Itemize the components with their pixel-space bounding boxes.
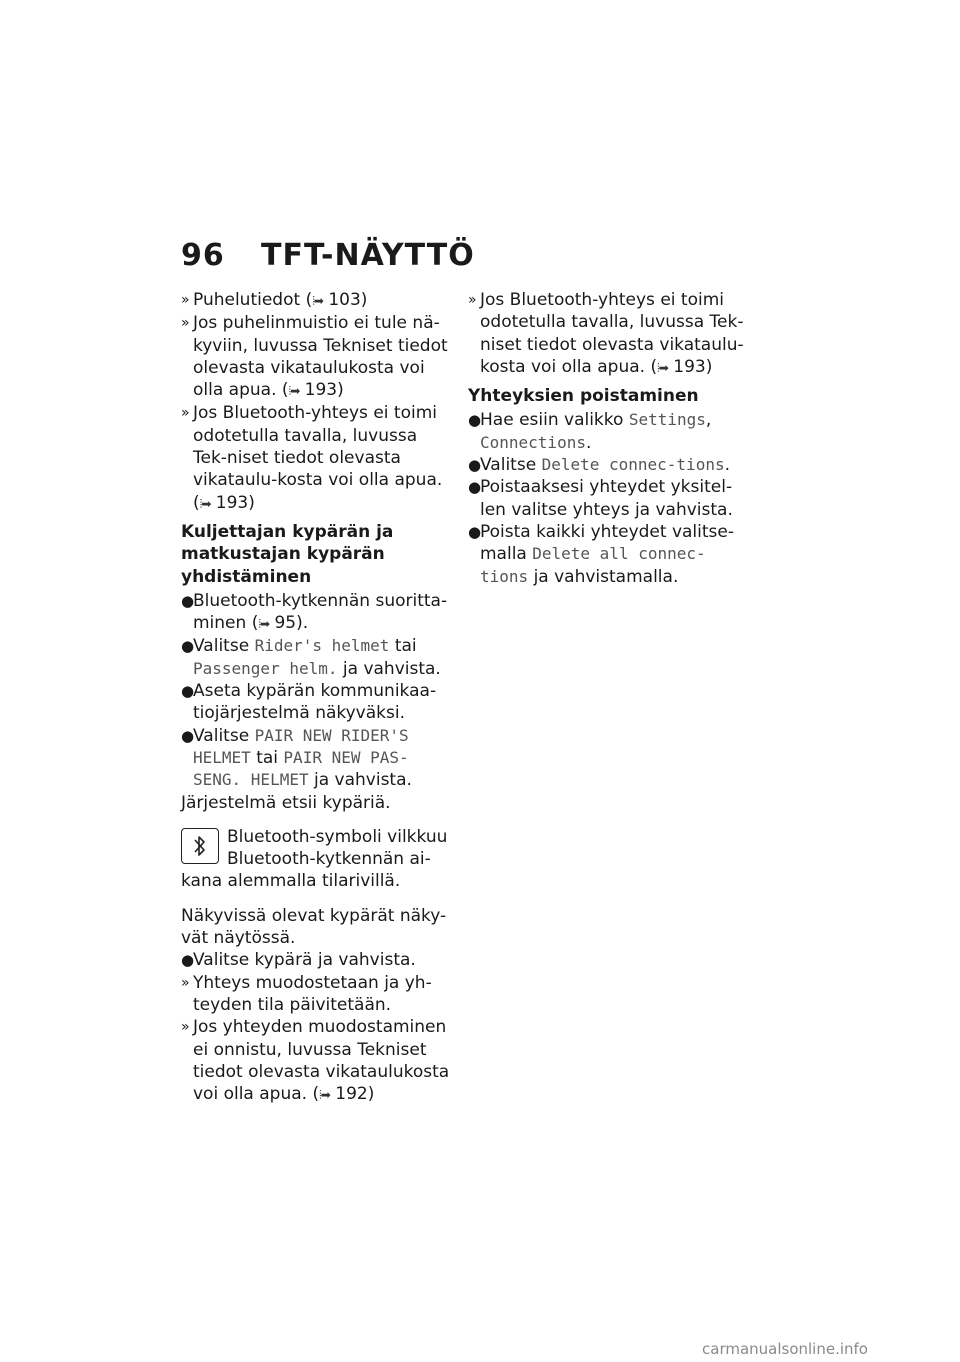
result-arrow-icon: » xyxy=(468,292,477,308)
bullet-icon: ● xyxy=(468,411,482,430)
step-item: ● Bluetooth-kytkennän suoritta-minen (⦙➡ 95). xyxy=(181,590,448,634)
result-arrow-icon: » xyxy=(181,1019,190,1036)
page-ref-icon: ⦙➡ xyxy=(657,360,668,375)
page-ref-icon: ⦙➡ xyxy=(258,617,270,632)
note-block xyxy=(181,826,456,893)
result-item: » Jos Bluetooth-yhteys ei toimi odotetulla tavalla, luvussa Tek-niset tiedot olevasta vikataulu-kosta voi olla apua. (⦙➡ 193) xyxy=(468,290,744,377)
menu-option: Rider's helmet xyxy=(254,636,390,656)
menu-option: Passenger helm. xyxy=(193,658,338,678)
result-item: » Yhteys muodostetaan ja yh-teyden tila päivitetään. xyxy=(181,972,432,1015)
result-arrow-icon: » xyxy=(181,974,190,991)
bullet-icon: ● xyxy=(181,951,195,970)
step-item: ● Poista kaikki yhteydet valitse-malla Delete all connec-tions ja vahvistamalla. xyxy=(468,521,734,587)
bluetooth-icon xyxy=(181,828,219,864)
bullet-icon: ● xyxy=(181,726,195,745)
page-ref-icon: ⦙➡ xyxy=(319,1088,330,1103)
paragraph: Näkyvissä olevat kypärät näky-vät näytössä. xyxy=(181,905,447,949)
step-item: ● Hae esiin valikko Settings, Connections. xyxy=(468,410,712,453)
step-item: ● Valitse PAIR NEW RIDER'S HELMET tai PAIR NEW PAS-SENG. HELMET ja vahvista. xyxy=(181,725,412,791)
page-number: 96 xyxy=(181,238,225,273)
result-arrow-icon: » xyxy=(181,405,190,422)
bullet-icon: ● xyxy=(468,522,482,541)
bullet-icon: ● xyxy=(468,478,482,497)
result-arrow-icon: » xyxy=(181,292,190,308)
menu-option: Connections xyxy=(480,432,586,452)
menu-option: Delete connec-tions xyxy=(541,455,725,475)
note-text: Bluetooth-symboli vilkkuu Bluetooth-kytkennän ai-kana alemmalla tilarivillä. xyxy=(181,826,448,892)
page-ref-icon: ⦙➡ xyxy=(288,384,300,399)
menu-option: Settings xyxy=(628,410,706,430)
menu-option: Delete all connec-tions xyxy=(480,544,706,586)
paragraph: Järjestelmä etsii kypäriä. xyxy=(181,792,391,813)
page-ref-icon: ⦙➡ xyxy=(199,496,211,511)
result-item: » Jos puhelinmuistio ei tule nä-kyviin, luvussa Tekniset tiedot olevasta vikataulukosta voi olla apua. (⦙➡ 193) xyxy=(181,313,448,401)
bullet-icon: ● xyxy=(181,682,195,701)
page-title xyxy=(181,238,475,273)
result-arrow-icon: » xyxy=(181,315,190,332)
bullet-icon: ● xyxy=(468,456,482,475)
menu-option: PAIR NEW PAS-SENG. HELMET xyxy=(193,747,409,790)
left-column xyxy=(181,289,456,1106)
watermark: carmanualsonline.info xyxy=(702,1340,868,1358)
step-item: ● Aseta kypärän kommunikaa-tiojärjestelmä näkyväksi. xyxy=(181,681,437,724)
chapter-title: TFT-NÄYTTÖ xyxy=(261,238,475,273)
result-item: » Puhelutiedot (⦙➡ 103) xyxy=(181,290,368,310)
page-ref-icon: ⦙➡ xyxy=(312,294,323,308)
menu-option: PAIR NEW RIDER'S HELMET xyxy=(193,725,409,767)
step-item: ● Poistaaksesi yhteydet yksitel-len valitse yhteys ja vahvista. xyxy=(468,477,733,520)
result-item: » Jos yhteyden muodostaminen ei onnistu, luvussa Tekniset tiedot olevasta vikataulukosta voi olla apua. (⦙➡ 192) xyxy=(181,1017,450,1105)
right-column xyxy=(468,289,748,588)
result-item: » Jos Bluetooth-yhteys ei toimi odotetulla tavalla, luvussa Tek-niset tiedot olevasta vikataulu-kosta voi olla apua. (⦙➡ 193) xyxy=(181,403,443,513)
bullet-icon: ● xyxy=(181,591,195,610)
section-heading: Kuljettajan kypärän ja matkustajan kypärän yhdistäminen xyxy=(181,521,394,587)
section-heading: Yhteyksien poistaminen xyxy=(468,386,699,407)
bullet-icon: ● xyxy=(181,637,195,656)
step-item: ● Valitse Rider's helmet tai Passenger helm. ja vahvista. xyxy=(181,636,441,679)
step-item: ● Valitse kypärä ja vahvista. xyxy=(181,950,416,971)
step-item: ● Valitse Delete connec-tions. xyxy=(468,455,730,476)
